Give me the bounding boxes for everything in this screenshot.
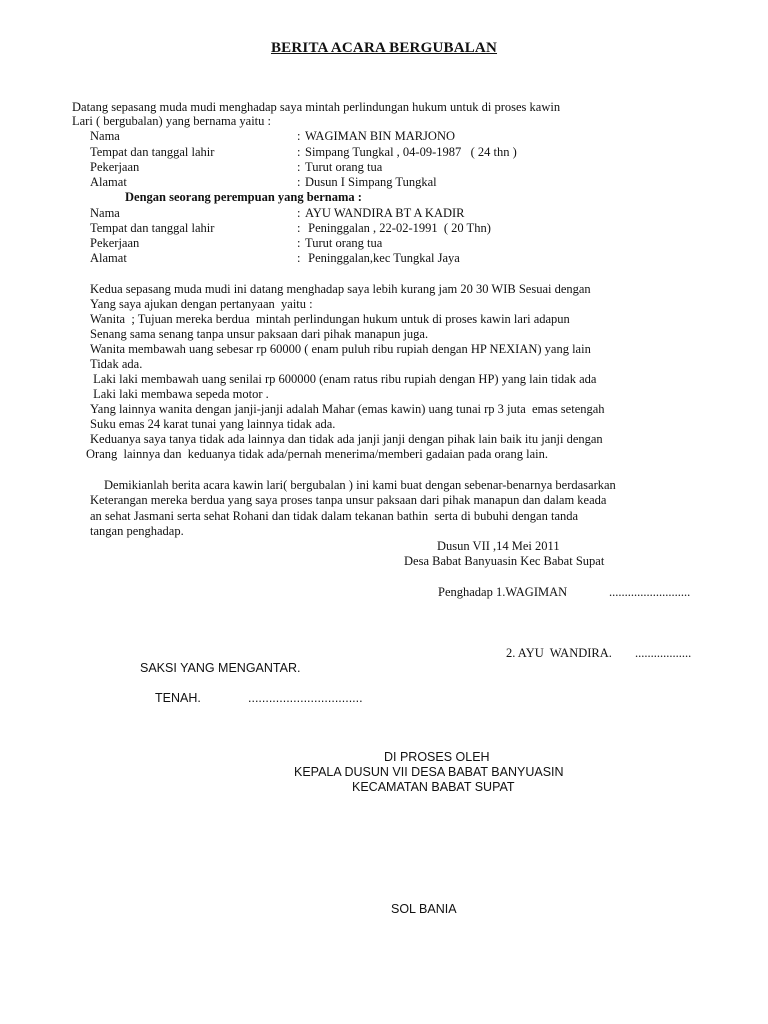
body-line: Laki laki membawah uang senilai rp 600000 (enam ratus ribu rupiah dengan HP) yang lain tidak ada — [90, 372, 597, 386]
field-separator: : — [297, 251, 301, 265]
bride-birth: Peninggalan , 22-02-1991 ( 20 Thn) — [305, 221, 491, 235]
field-label: Pekerjaan — [90, 160, 140, 174]
body-line: Wanita ; Tujuan mereka berdua mintah perlindungan hukum untuk di proses kawin lari adapun — [90, 312, 570, 326]
body-line: Yang saya ajukan dengan pertanyaan yaitu : — [90, 297, 313, 311]
field-separator: : — [297, 145, 301, 159]
body-line: Kedua sepasang muda mudi ini datang menghadap saya lebih kurang jam 20 30 WIB Sesuai dengan — [90, 282, 591, 296]
signature-line: .................. — [635, 646, 692, 660]
bride-address: Peninggalan,kec Tungkal Jaya — [305, 251, 460, 265]
bride-heading: Dengan seorang perempuan yang bernama : — [125, 190, 362, 204]
closing-line: Demikianlah berita acara kawin lari( bergubalan ) ini kami buat dengan sebenar-benarnya berdasarkan — [104, 478, 616, 492]
bride-name: AYU WANDIRA BT A KADIR — [305, 206, 465, 220]
village-head-title: KEPALA DUSUN VII DESA BABAT BANYUASIN — [294, 765, 564, 779]
groom-name: WAGIMAN BIN MARJONO — [305, 129, 455, 143]
signer-bride: 2. AYU WANDIRA. — [506, 646, 612, 660]
body-line: Laki laki membawa sepeda motor . — [90, 387, 269, 401]
field-label: Nama — [90, 129, 120, 143]
field-separator: : — [297, 236, 301, 250]
signer-groom: Penghadap 1.WAGIMAN — [438, 585, 568, 599]
field-separator: : — [297, 129, 301, 143]
village-head-name: SOL BANIA — [391, 902, 457, 916]
groom-occupation: Turut orang tua — [305, 160, 383, 174]
signature-line: .......................... — [609, 585, 691, 599]
place-region: Desa Babat Banyuasin Kec Babat Supat — [404, 554, 605, 568]
field-label: Nama — [90, 206, 120, 220]
body-line: Wanita membawah uang sebesar rp 60000 ( enam puluh ribu rupiah dengan HP NEXIAN) yang lain — [90, 342, 591, 356]
field-label: Alamat — [90, 175, 127, 189]
body-line: Tidak ada. — [90, 357, 143, 371]
bride-occupation: Turut orang tua — [305, 236, 383, 250]
processed-by: DI PROSES OLEH — [384, 750, 490, 764]
field-label: Pekerjaan — [90, 236, 140, 250]
field-separator: : — [297, 160, 301, 174]
field-separator: : — [297, 206, 301, 220]
field-label: Tempat dan tanggal lahir — [90, 145, 215, 159]
witness-heading: SAKSI YANG MENGANTAR. — [140, 661, 301, 675]
document-title: BERITA ACARA BERGUBALAN — [270, 40, 498, 56]
body-line: Suku emas 24 karat tunai yang lainnya tidak ada. — [90, 417, 336, 431]
field-separator: : — [297, 175, 301, 189]
intro-line: Lari ( bergubalan) yang bernama yaitu : — [72, 114, 271, 128]
closing-line: Keterangan mereka berdua yang saya proses tanpa unsur paksaan dari pihak manapun dan dalam keada — [90, 493, 607, 507]
body-line: Senang sama senang tanpa unsur paksaan dari pihak manapun juga. — [90, 327, 429, 341]
field-separator: : — [297, 221, 301, 235]
place-date: Dusun VII ,14 Mei 2011 — [437, 539, 560, 553]
subdistrict: KECAMATAN BABAT SUPAT — [352, 780, 515, 794]
field-label: Tempat dan tanggal lahir — [90, 221, 215, 235]
body-line: Keduanya saya tanya tidak ada lainnya dan tidak ada janji janji dengan pihak lain baik itu janji dengan — [90, 432, 603, 446]
groom-address: Dusun I Simpang Tungkal — [305, 175, 437, 189]
body-line: Orang lainnya dan keduanya tidak ada/pernah menerima/memberi gadaian pada orang lain. — [86, 447, 548, 461]
closing-line: tangan penghadap. — [90, 524, 184, 538]
field-label: Alamat — [90, 251, 127, 265]
groom-birth: Simpang Tungkal , 04-09-1987 ( 24 thn ) — [305, 145, 517, 159]
body-line: Yang lainnya wanita dengan janji-janji adalah Mahar (emas kawin) uang tunai rp 3 juta emas setengah — [90, 402, 605, 416]
signature-line: ................................. — [248, 691, 363, 705]
witness-name: TENAH. — [155, 691, 201, 705]
intro-line: Datang sepasang muda mudi menghadap saya mintah perlindungan hukum untuk di proses kawin — [72, 100, 561, 114]
closing-line: an sehat Jasmani serta sehat Rohani dan tidak dalam tekanan bathin serta di bubuhi dengan tanda — [90, 509, 579, 523]
